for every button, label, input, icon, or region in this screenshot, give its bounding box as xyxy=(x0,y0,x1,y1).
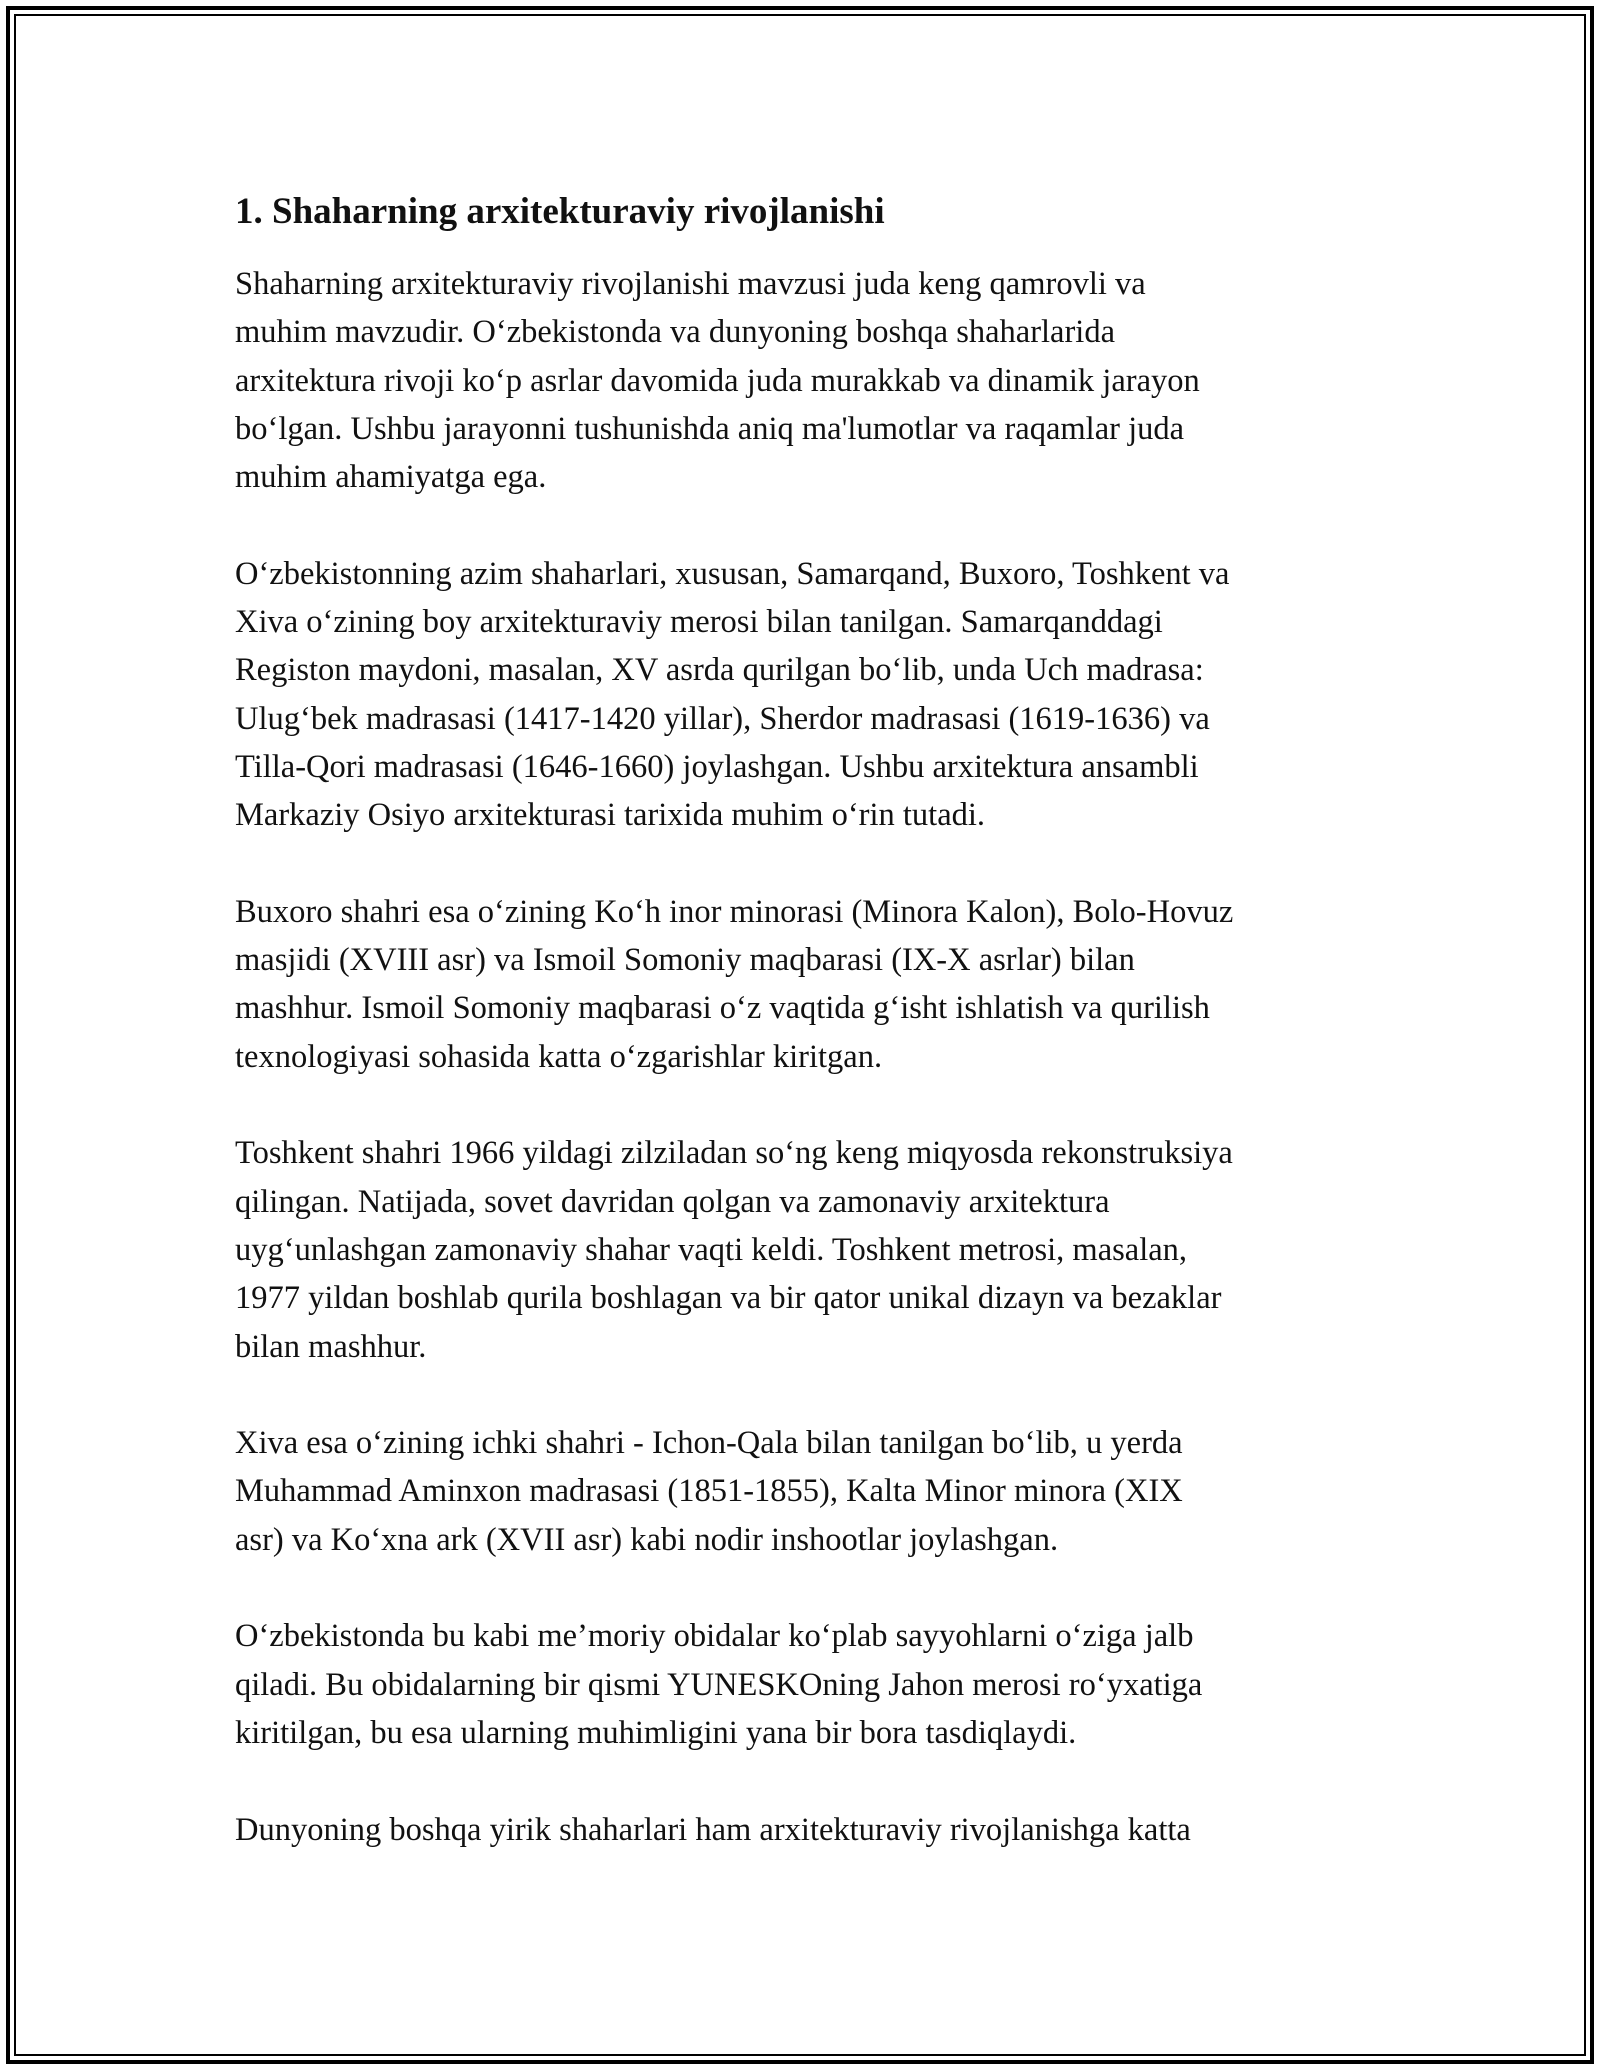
paragraph-line: Buxoro shahri esa o‘zining Ko‘h inor minorasi (Minora Kalon), Bolo-Hovuz xyxy=(235,893,1234,930)
paragraph-line: Registon maydoni, masalan, XV asrda qurilgan bo‘lib, unda Uch madrasa: xyxy=(235,652,1204,689)
paragraph xyxy=(235,1419,1375,1564)
paragraph xyxy=(235,888,1375,1081)
paragraph-line: Xiva o‘zining boy arxitekturaviy merosi bilan tanilgan. Samarqanddagi xyxy=(235,604,1163,641)
paragraph-line: Muhammad Aminxon madrasasi (1851-1855), Kalta Minor minora (XIX xyxy=(235,1473,1183,1510)
paragraph-line: texnologiyasi sohasida katta o‘zgarishlar kiritgan. xyxy=(235,1038,883,1075)
paragraph-line: qiladi. Bu obidalarning bir qismi YUNESKOning Jahon merosi ro‘yxatiga xyxy=(235,1666,1203,1703)
paragraph-line: masjidi (XVIII asr) va Ismoil Somoniy maqbarasi (IX-X asrlar) bilan xyxy=(235,942,1135,979)
paragraph xyxy=(235,1612,1375,1757)
paragraph-list xyxy=(235,260,1375,1854)
paragraph-line: bilan mashhur. xyxy=(235,1328,427,1365)
paragraph-line: Shaharning arxitekturaviy rivojlanishi mavzusi juda keng qamrovli va xyxy=(235,266,1146,302)
paragraph-line: Tilla-Qori madrasasi (1646-1660) joylashgan. Ushbu arxitektura ansambli xyxy=(235,748,1199,785)
paragraph-line: uyg‘unlashgan zamonaviy shahar vaqti keldi. Toshkent metrosi, masalan, xyxy=(235,1231,1188,1268)
paragraph xyxy=(235,550,1375,840)
paragraph-line: Xiva esa o‘zining ichki shahri - Ichon-Qala bilan tanilgan bo‘lib, u yerda xyxy=(235,1425,1183,1462)
paragraph xyxy=(235,1806,1375,1854)
paragraph-line: arxitektura rivoji ko‘p asrlar davomida juda murakkab va dinamik jarayon xyxy=(235,362,1200,399)
paragraph-line: kiritilgan, bu esa ularning muhimligini yana bir bora tasdiqlaydi. xyxy=(235,1714,1077,1751)
paragraph-line: Ulug‘bek madrasasi (1417-1420 yillar), Sherdor madrasasi (1619-1636) va xyxy=(235,700,1210,737)
paragraph-line: muhim mavzudir. O‘zbekistonda va dunyoning boshqa shaharlarida xyxy=(235,314,1116,351)
paragraph xyxy=(235,1129,1375,1370)
paragraph-line: Dunyoning boshqa yirik shaharlari ham arxitekturaviy rivojlanishga katta xyxy=(235,1811,1191,1848)
paragraph-line: O‘zbekistonning azim shaharlari, xususan, Samarqand, Buxoro, Toshkent va xyxy=(235,555,1230,592)
paragraph-line: Toshkent shahri 1966 yildagi zilziladan so‘ng keng miqyosda rekonstruksiya xyxy=(235,1135,1233,1172)
section-heading: 1. Shaharning arxitekturaviy rivojlanishi xyxy=(235,191,885,232)
paragraph-line: mashhur. Ismoil Somoniy maqbarasi o‘z vaqtida g‘isht ishlatish va qurilish xyxy=(235,990,1210,1027)
paragraph-line: bo‘lgan. Ushbu jarayonni tushunishda aniq ma'lumotlar va raqamlar juda xyxy=(235,410,1185,447)
document-body xyxy=(235,188,1375,1902)
paragraph-line: Markaziy Osiyo arxitekturasi tarixida muhim o‘rin tutadi. xyxy=(235,797,986,834)
paragraph-line: O‘zbekistonda bu kabi me’moriy obidalar ko‘plab sayyohlarni o‘ziga jalb xyxy=(235,1618,1194,1655)
paragraph-line: asr) va Ko‘xna ark (XVII asr) kabi nodir inshootlar joylashgan. xyxy=(235,1521,1059,1558)
paragraph xyxy=(235,260,1375,501)
paragraph-line: qilingan. Natijada, sovet davridan qolgan va zamonaviy arxitektura xyxy=(235,1183,1110,1220)
paragraph-line: 1977 yildan boshlab qurila boshlagan va bir qator unikal dizayn va bezaklar xyxy=(235,1280,1222,1317)
paragraph-line: muhim ahamiyatga ega. xyxy=(235,459,547,496)
